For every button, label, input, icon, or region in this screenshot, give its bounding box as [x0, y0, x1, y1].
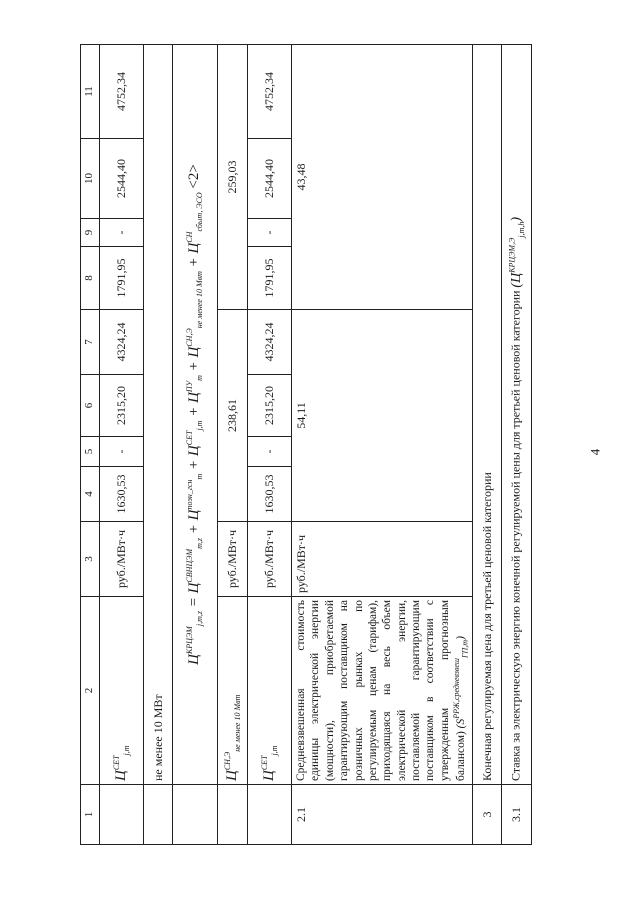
label-set: $Ц^{СЕТ}_{j,m}$ [248, 597, 292, 785]
col-num-10: 10 [81, 139, 100, 219]
row-3 [473, 45, 502, 845]
row-sn [218, 45, 248, 845]
value-col8: 1791,95 [100, 247, 144, 310]
tariff-table [80, 44, 532, 845]
row-3-1 [502, 45, 532, 845]
col-num-9: 9 [81, 219, 100, 247]
value-col11: 4752,34 [100, 45, 144, 139]
price-formula: $Ц^{КРЦЭМ}_{j,m,z} = Ц^{СВНЦЭМ}_{m,z} + Ц^{поэн\_гсн}_m + Ц^{СЕТ}_{j,m} + Ц^{ПУ}_m + Ц^{СН,Э}_{не менее 10 Мвт} + Ц^{СН}_{сбыт, ЭСО} <2>$ [173, 45, 218, 785]
page-number: 4 [587, 448, 603, 456]
value-col9: - [100, 219, 144, 247]
value-21-a: 54,11 [292, 310, 473, 522]
section-row [144, 45, 173, 845]
rotated-table-wrapper [80, 45, 580, 845]
unit: руб./МВт·ч [218, 522, 248, 597]
unit: руб./МВт·ч [292, 522, 473, 597]
col-num-7: 7 [81, 310, 100, 375]
value-col4: 1630,53 [248, 467, 292, 522]
col-num-8: 8 [81, 247, 100, 310]
cell-empty [100, 785, 144, 845]
value-col11: 4752,34 [248, 45, 292, 139]
col-num-4: 4 [81, 467, 100, 522]
value-col10: 2544,40 [248, 139, 292, 219]
cell-empty [144, 785, 173, 845]
value-col7: 4324,24 [100, 310, 144, 375]
value-sn-a: 238,61 [218, 310, 248, 522]
value-col5: - [100, 437, 144, 467]
row-number: 3 [473, 785, 502, 845]
cell-empty [248, 785, 292, 845]
value-col4: 1630,53 [100, 467, 144, 522]
row-number: 2.1 [292, 785, 473, 845]
cell-empty [218, 785, 248, 845]
row-heading: Ставка за электрическую энергию конечной регулируемой цены для третьей ценовой категории $(Ц^{КРЦЭМ,Э}_{j,m,h})$ [502, 45, 532, 785]
section-heading: не менее 10 МВт [144, 45, 173, 785]
unit: руб./МВт·ч [100, 522, 144, 597]
row-2-1 [292, 45, 473, 845]
col-num-1: 1 [81, 785, 100, 845]
column-number-row [81, 45, 100, 845]
row-description: Средневзвешенная стоимость единицы электрической энергии (мощности), приобретаемой гарантирующим поставщиком на розничных рынках по регулируемым ценам (тарифам), приходящаяся на весь объем электрической энергии, поставляемой гарантирующим поставщиком в соответствии с утвержденным прогнозным балансом) $(S^{РРЖ,средневзвеш}_{ГП,m})$ [292, 597, 473, 785]
unit: руб./МВт·ч [248, 522, 292, 597]
cell-empty [173, 785, 218, 845]
label-set: $Ц^{СЕТ}_{j,m}$ [100, 597, 144, 785]
col-num-5: 5 [81, 437, 100, 467]
col-num-11: 11 [81, 45, 100, 139]
col-num-6: 6 [81, 375, 100, 437]
value-col9: - [248, 219, 292, 247]
value-col7: 4324,24 [248, 310, 292, 375]
value-sn-b: 259,03 [218, 45, 248, 310]
row-number: 3.1 [502, 785, 532, 845]
row-set-top [100, 45, 144, 845]
label-sn: $Ц^{СН,Э}_{не менее 10 Мвт}$ [218, 597, 248, 785]
value-col6: 2315,20 [100, 375, 144, 437]
col-num-3: 3 [81, 522, 100, 597]
value-col5: - [248, 437, 292, 467]
value-col8: 1791,95 [248, 247, 292, 310]
value-21-b: 43,48 [292, 45, 473, 310]
value-col6: 2315,20 [248, 375, 292, 437]
formula-row [173, 45, 218, 845]
col-num-2: 2 [81, 597, 100, 785]
row-heading: Конечная регулируемая цена для третьей ценовой категории [473, 45, 502, 785]
value-col10: 2544,40 [100, 139, 144, 219]
row-set-bottom [248, 45, 292, 845]
